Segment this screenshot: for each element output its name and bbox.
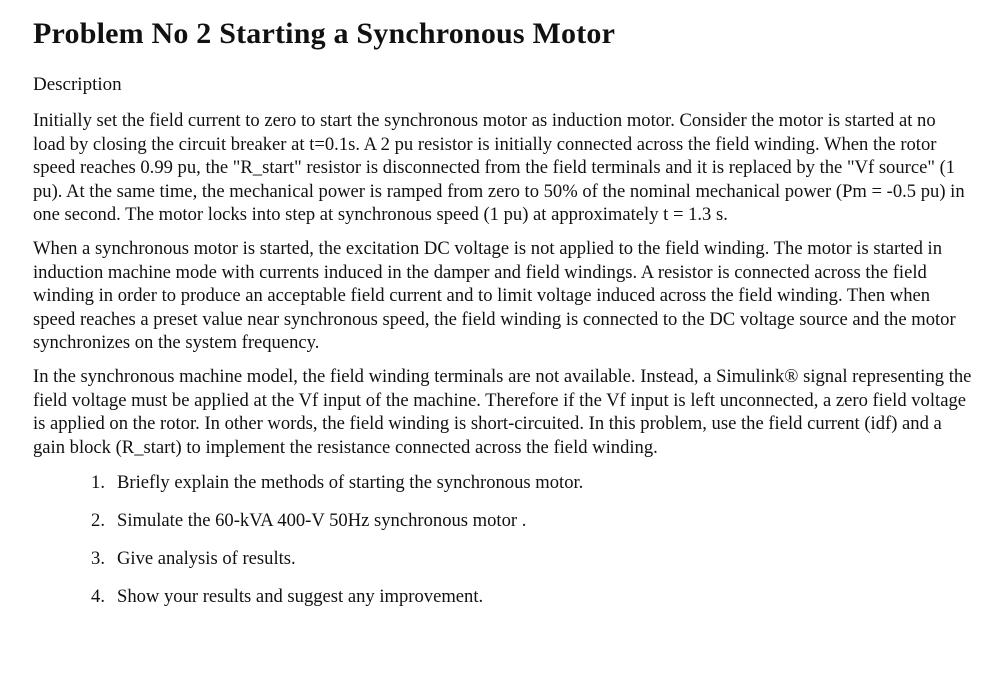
page-title: Problem No 2 Starting a Synchronous Motor	[33, 17, 616, 50]
paragraph-2: When a synchronous motor is started, the excitation DC voltage is not applied to the field winding. The motor is started in induction machine mode with currents induced in the damper and field windings. A resistor is connected across the field winding in order to produce an acceptable field current and to limit voltage induced across the field winding. Then when speed reaches a preset value near synchronous speed, the field winding is connected to the DC voltage source and the motor synchronizes on the system frequency.	[33, 237, 956, 354]
task-text: Briefly explain the methods of starting the synchronous motor.	[117, 472, 584, 494]
task-number: 2.	[91, 510, 105, 532]
task-number: 4.	[91, 586, 105, 608]
task-text: Show your results and suggest any improvement.	[117, 586, 484, 608]
section-label: Description	[33, 74, 122, 95]
task-list	[33, 471, 972, 623]
task-number: 1.	[91, 472, 105, 494]
task-text: Give analysis of results.	[117, 548, 296, 570]
task-item	[33, 585, 972, 623]
task-number: 3.	[91, 548, 105, 570]
paragraph-3: In the synchronous machine model, the field winding terminals are not available. Instead, a Simulink® signal representing the field voltage must be applied at the Vf input of the machine. Therefore if the Vf input is left unconnected, a zero field voltage is applied on the rotor. In other words, the field winding is short-circuited. In this problem, use the field current (idf) and a gain block (R_start) to implement the resistance connected across the field winding.	[33, 365, 972, 458]
task-item	[33, 509, 972, 547]
paragraph-1: Initially set the field current to zero to start the synchronous motor as induction motor. Consider the motor is started at no load by closing the circuit breaker at t=0.1s. A 2 pu resistor is initially connected across the field winding. When the rotor speed reaches 0.99 pu, the "R_start" resistor is disconnected from the field terminals and it is replaced by the "Vf source" (1 pu). At the same time, the mechanical power is ramped from zero to 50% of the nominal mechanical power (Pm = -0.5 pu) in one second. The motor locks into step at synchronous speed (1 pu) at approximately t = 1.3 s.	[33, 110, 965, 226]
task-item	[33, 471, 972, 509]
task-text: Simulate the 60-kVA 400-V 50Hz synchronous motor .	[117, 510, 527, 532]
task-item	[33, 547, 972, 585]
